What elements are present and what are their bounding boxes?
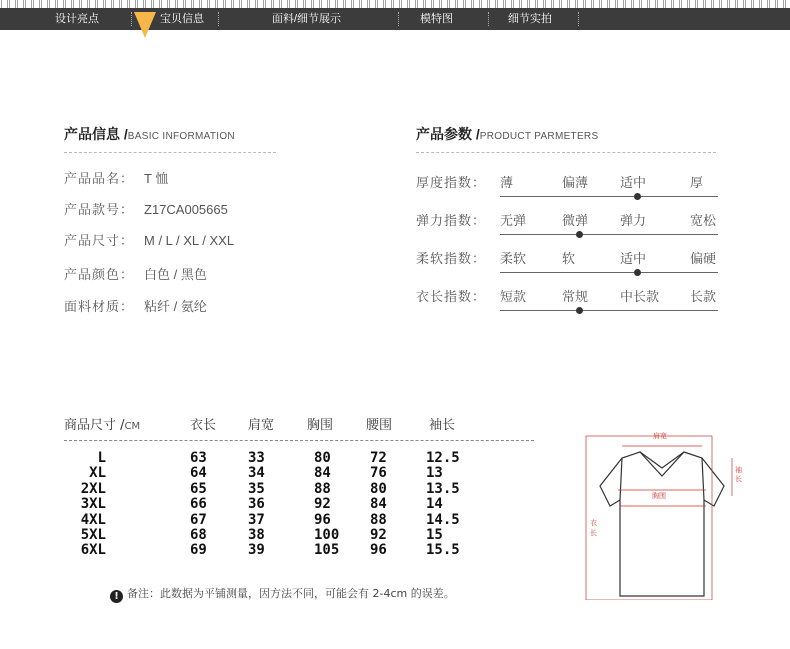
info-row-color (64, 264, 207, 283)
nav-divider (131, 12, 132, 26)
size-table-header-label (64, 414, 140, 433)
size-cell: 15 (426, 527, 443, 543)
size-cell: 76 (370, 465, 387, 482)
param-level-indicator (576, 307, 583, 314)
tshirt-measurement-diagram (582, 428, 742, 600)
param-level-indicator (634, 269, 641, 276)
params-title-cn: 产品参数 / (416, 126, 480, 142)
size-cell: 39 (248, 542, 265, 559)
diagram-label-chest: 胸围 (652, 492, 666, 500)
size-cell: 15.5 (426, 542, 460, 559)
size-cell: 65 (190, 480, 207, 497)
basic-info-title-cn: 产品信息 / (64, 126, 128, 142)
col-header-sleeve: 袖长 (429, 418, 456, 433)
col-header-length: 衣长 (190, 418, 217, 433)
param-option: 弹力 (620, 214, 647, 229)
info-row-material (64, 296, 207, 315)
size-cell: 37 (248, 511, 265, 528)
info-row-style-no (64, 199, 228, 218)
size-cell: 88 (314, 480, 331, 497)
params-title-en: PRODUCT PARMETERS (479, 131, 599, 142)
param-option: 微弹 (562, 214, 589, 229)
size-cell: 35 (248, 480, 265, 497)
size-cell: 33 (248, 450, 265, 466)
tshirt-outline-icon (582, 428, 742, 600)
param-option: 长款 (690, 290, 717, 305)
param-key: 柔软指数： (416, 252, 487, 267)
info-key: 产品颜色： (64, 267, 135, 282)
size-cell: 80 (370, 480, 387, 497)
params-title (416, 124, 598, 144)
exclamation-icon: ! (110, 590, 123, 603)
size-cell: 66 (190, 496, 207, 513)
param-row (416, 172, 716, 198)
size-cell: 92 (370, 527, 387, 543)
basic-info-divider (64, 152, 276, 153)
size-cell: 14.5 (426, 511, 460, 528)
nav-divider (578, 12, 579, 26)
size-cell: 69 (190, 542, 207, 559)
size-label: 4XL (80, 511, 106, 528)
param-option: 常规 (562, 290, 589, 305)
param-key: 衣长指数： (416, 290, 487, 305)
size-cell: 84 (370, 496, 387, 513)
col-header-chest: 胸围 (307, 418, 334, 433)
size-cell: 14 (426, 496, 443, 513)
param-option: 偏薄 (562, 176, 589, 191)
size-label: 5XL (80, 527, 106, 543)
param-level-indicator (576, 231, 583, 238)
info-key: 产品品名： (64, 171, 135, 186)
nav-chain-border (0, 0, 790, 8)
active-tab-marker-icon (134, 12, 156, 38)
tab-model-photos[interactable]: 模特图 (420, 13, 453, 25)
measurement-note (110, 585, 455, 603)
size-cell: 68 (190, 527, 207, 543)
info-key: 产品尺寸： (64, 233, 135, 248)
note-text: 备注：此数据为平铺测量，因方法不同，可能会有 2-4cm 的误差。 (127, 587, 455, 600)
param-scale-line (500, 272, 718, 273)
size-label: XL (89, 465, 106, 482)
size-header-text: 商品尺寸 / (64, 418, 125, 433)
param-option: 适中 (620, 252, 647, 267)
params-divider (416, 152, 716, 153)
info-value: T 恤 (144, 171, 169, 186)
tab-product-info[interactable]: 宝贝信息 (160, 13, 204, 25)
param-option: 短款 (500, 290, 527, 305)
size-cell: 13.5 (426, 480, 460, 497)
basic-info-title (64, 124, 235, 144)
col-header-waist: 腰围 (366, 418, 393, 433)
param-option: 厚 (690, 176, 704, 191)
basic-info-title-en: BASIC INFORMATION (127, 131, 235, 142)
info-row-name (64, 168, 168, 187)
size-label: L (97, 450, 106, 466)
size-cell: 105 (314, 542, 340, 559)
nav-bar (0, 8, 790, 30)
size-cell: 36 (248, 496, 265, 513)
nav-divider (398, 12, 399, 26)
param-option: 无弹 (500, 214, 527, 229)
param-option: 中长款 (620, 290, 660, 305)
param-option: 偏硬 (690, 252, 717, 267)
param-scale-line (500, 234, 718, 235)
nav-divider (218, 12, 219, 26)
param-option: 适中 (620, 176, 647, 191)
size-cell: 12.5 (426, 450, 460, 466)
size-label: 3XL (80, 496, 106, 513)
diagram-label-length: 衣长 (590, 519, 597, 537)
info-key: 面料材质： (64, 299, 135, 314)
top-nav (0, 0, 790, 30)
size-cell: 100 (314, 527, 340, 543)
size-label: 2XL (80, 480, 106, 497)
tab-detail-shots[interactable]: 细节实拍 (508, 13, 552, 25)
info-value: 粘纤 / 氨纶 (144, 299, 207, 314)
param-option: 柔软 (500, 252, 527, 267)
size-cell: 84 (314, 465, 331, 482)
diagram-label-shoulder: 肩宽 (653, 432, 667, 440)
param-option: 宽松 (690, 214, 717, 229)
size-cell: 67 (190, 511, 207, 528)
param-row (416, 210, 716, 236)
param-option: 薄 (500, 176, 514, 191)
size-cell: 88 (370, 511, 387, 528)
param-option: 软 (562, 252, 576, 267)
size-cell: 13 (426, 465, 443, 482)
param-row (416, 286, 716, 312)
size-label: 6XL (80, 542, 106, 559)
col-header-shoulder: 肩宽 (248, 418, 275, 433)
size-cell: 96 (370, 542, 387, 559)
param-key: 厚度指数： (416, 176, 487, 191)
tab-fabric-details[interactable]: 面料/细节展示 (272, 13, 342, 25)
size-table-divider (64, 440, 534, 441)
size-cell: 92 (314, 496, 331, 513)
nav-divider (488, 12, 489, 26)
param-key: 弹力指数： (416, 214, 487, 229)
tab-design-highlights[interactable]: 设计亮点 (55, 13, 99, 25)
size-header-unit: CM (124, 421, 141, 432)
info-value: M / L / XL / XXL (144, 233, 235, 248)
size-cell: 80 (314, 450, 331, 466)
size-cell: 34 (248, 465, 265, 482)
info-value: 白色 / 黑色 (144, 267, 207, 282)
info-row-size (64, 230, 234, 249)
info-value: Z17CA005665 (144, 202, 228, 217)
param-scale-line (500, 310, 718, 311)
diagram-label-sleeve: 袖长 (735, 466, 742, 483)
size-cell: 38 (248, 527, 265, 543)
size-cell: 64 (190, 465, 207, 482)
param-level-indicator (634, 193, 641, 200)
size-cell: 72 (370, 450, 387, 466)
size-cell: 96 (314, 511, 331, 528)
size-cell: 63 (190, 450, 207, 466)
param-scale-line (500, 196, 718, 197)
param-row (416, 248, 716, 274)
info-key: 产品款号： (64, 202, 135, 217)
